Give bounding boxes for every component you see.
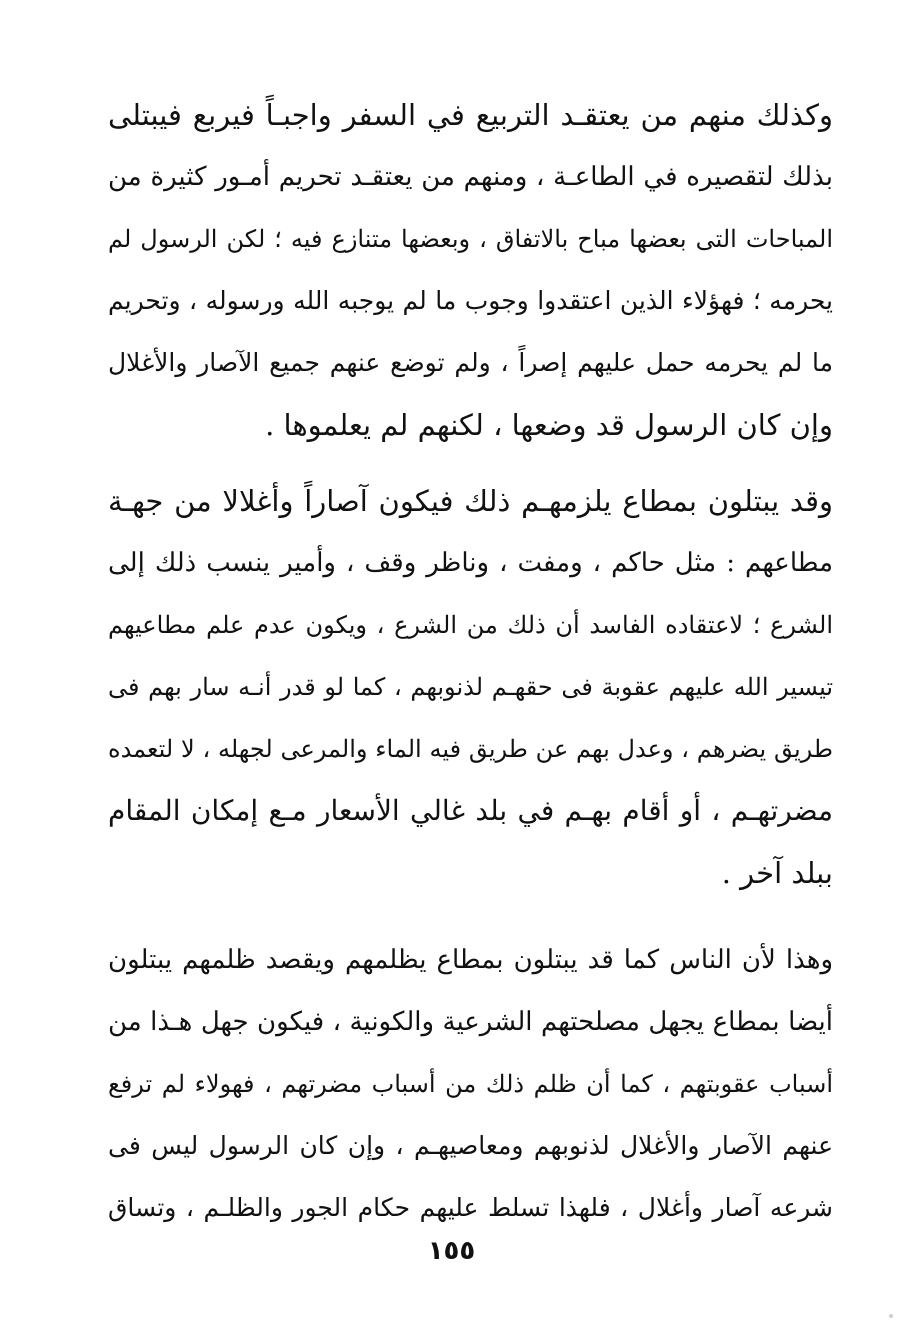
text-line: أسباب عقوبتهم ، كما أن ظلم ذلك من أسباب مضرتهم ، فهولاء لم ترفع xyxy=(108,1070,833,1098)
text-line: ببلد آخر . xyxy=(721,856,833,890)
text-line: يحرمه ؛ فهؤلاء الذين اعتقدوا وجوب ما لم يوجبه الله ورسوله ، وتحريم xyxy=(108,286,833,315)
text-line: وإن كان الرسول قد وضعها ، لكنهم لم يعلموها . xyxy=(265,408,833,442)
paragraph-1 xyxy=(108,84,833,456)
page-number: ١٥٥ xyxy=(427,1236,476,1266)
text-line: وكذلك منهم من يعتقـد التربيع في السفر واجبـاً فيربع فيبتلى xyxy=(108,98,833,132)
text-line: عنهم الآصار والأغلال لذنوبهم ومعاصيهـم ، وإن كان الرسول ليس فى xyxy=(108,1131,833,1160)
text-line: مضرتهـم ، أو أقام بهـم في بلد غالي الأسعار مـع إمكان المقام xyxy=(108,794,833,827)
text-line: بذلك لتقصيره في الطاعـة ، ومنهم من يعتقـد تحريم أمـور كثيرة من xyxy=(108,162,833,192)
text-line: المباحات التى بعضها مباح بالاتفاق ، وبعضها متنازع فيه ؛ لكن الرسول لم xyxy=(108,225,833,253)
text-line: شرعه آصار وأغلال ، فلهذا تسلط عليهم حكام الجور والظلـم ، وتساق xyxy=(108,1193,833,1222)
paragraph-2 xyxy=(108,470,833,904)
text-line: أيضا بمطاع يجهل مصلحتهم الشرعية والكونية ، فيكون جهل هـذا من xyxy=(108,1007,833,1037)
text-line: تيسير الله عليهم عقوبة فى حقهـم لذنوبهم ، كما لو قدر أنـه سار بهم فى xyxy=(108,673,833,701)
scan-speck xyxy=(889,1314,893,1318)
text-line: مطاعهم : مثل حاكم ، ومفت ، وناظر وقف ، وأمير ينسب ذلك إلى xyxy=(108,548,833,578)
text-line: وهذا لأن الناس كما قد يبتلون بمطاع يظلمهم ويقصد ظلمهم يبتلون xyxy=(108,945,833,975)
text-line: طريق يضرهم ، وعدل بهم عن طريق فيه الماء والمرعى لجهله ، لا لتعمده xyxy=(108,735,833,763)
paragraph-3 xyxy=(108,929,833,1239)
text-line: الشرع ؛ لاعتقاده الفاسد أن ذلك من الشرع ، ويكون عدم علم مطاعيهم xyxy=(108,611,833,639)
text-line: وقد يبتلون بمطاع يلزمهـم ذلك فيكون آصاراً وأغلالا من جهـة xyxy=(108,484,833,518)
text-line: ما لم يحرمه حمل عليهم إصراً ، ولم توضع عنهم جميع الآصار والأغلال xyxy=(108,348,833,377)
